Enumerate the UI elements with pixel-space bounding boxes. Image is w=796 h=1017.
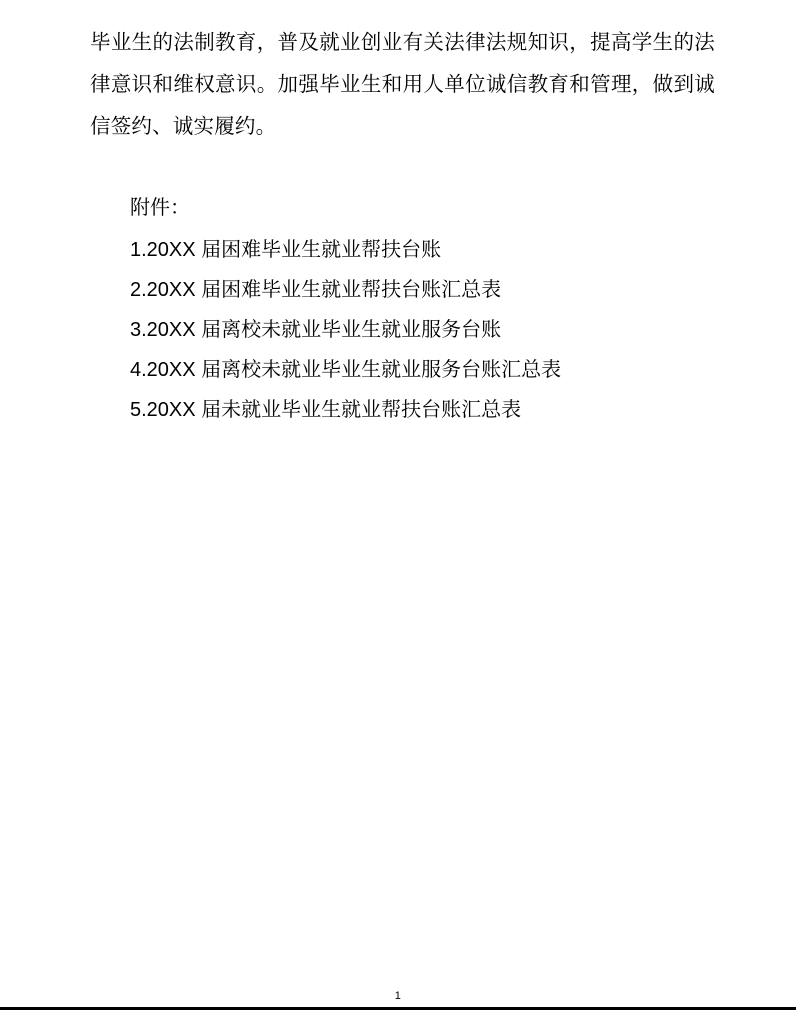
attachment-item-5: 5.20XX 届未就业毕业生就业帮扶台账汇总表 xyxy=(130,399,522,421)
body-text-block xyxy=(90,22,715,148)
attachment-item-2: 2.20XX 届困难毕业生就业帮扶台账汇总表 xyxy=(130,279,502,301)
page-number: 1 xyxy=(394,990,402,1002)
attachments-label: 附件： xyxy=(130,197,190,219)
attachment-item-1: 1.20XX 届困难毕业生就业帮扶台账 xyxy=(130,239,442,261)
footer-divider xyxy=(0,1007,796,1010)
attachments-section xyxy=(130,188,710,430)
attachment-item-3: 3.20XX 届离校未就业毕业生就业服务台账 xyxy=(130,319,502,341)
attachment-item-4: 4.20XX 届离校未就业毕业生就业服务台账汇总表 xyxy=(130,359,562,381)
main-paragraph: 毕业生的法制教育，普及就业创业有关法律法规知识，提高学生的法律意识和维权意识。加强毕业生和用人单位诚信教育和管理，做到诚信签约、诚实履约。 xyxy=(90,31,715,138)
